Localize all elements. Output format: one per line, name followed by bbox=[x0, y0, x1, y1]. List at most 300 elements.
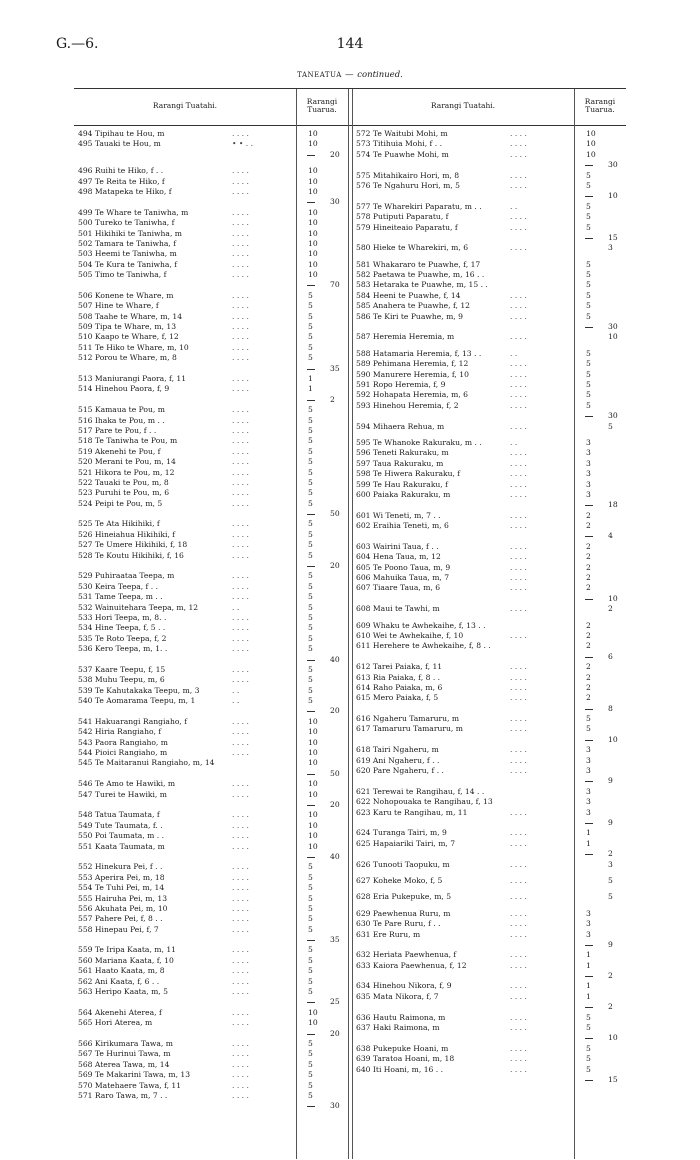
subtotal-dash bbox=[307, 1002, 315, 1003]
leader-dots: . . . . bbox=[232, 207, 249, 217]
entry-name: 499 Te Whare te Taniwha, m bbox=[78, 207, 189, 217]
list-item bbox=[352, 223, 626, 233]
share-value: 5 bbox=[308, 550, 313, 560]
leader-dots: . . . . bbox=[510, 359, 527, 369]
share-value: 1 bbox=[586, 960, 591, 970]
list-item bbox=[352, 291, 626, 301]
share-value: 5 bbox=[308, 488, 313, 498]
subtotal-row bbox=[74, 395, 348, 405]
list-item bbox=[352, 1054, 626, 1064]
subtotal-row bbox=[352, 500, 626, 510]
list-item bbox=[352, 150, 626, 160]
entry-name: 510 Kaapo te Whare, f, 12 bbox=[78, 332, 179, 342]
subtitle-place: TANEATUA bbox=[297, 71, 342, 79]
list-item bbox=[352, 961, 626, 971]
subtotal-value: 4 bbox=[608, 531, 613, 541]
list-item bbox=[74, 1018, 348, 1028]
leader-dots: . . . . bbox=[232, 883, 249, 893]
entry-name: 508 Taahe te Whare, m, 14 bbox=[78, 311, 183, 321]
subtotal-value: 20 bbox=[330, 706, 340, 716]
share-value: 3 bbox=[586, 755, 591, 765]
share-value: 5 bbox=[586, 359, 591, 369]
share-value: 5 bbox=[308, 1090, 313, 1100]
subtotal-row bbox=[74, 1101, 348, 1111]
leader-dots: . . . . bbox=[232, 290, 249, 300]
subtotal-value: 30 bbox=[330, 1101, 340, 1111]
subtotal-row bbox=[352, 322, 626, 332]
entry-name: 505 Timo te Taniwha, f bbox=[78, 270, 167, 280]
subtotal-dash bbox=[585, 945, 593, 946]
subtotal-value: 40 bbox=[330, 654, 340, 664]
leader-dots: . . . . bbox=[232, 425, 249, 435]
subtotal-row bbox=[74, 769, 348, 779]
list-item bbox=[74, 499, 348, 509]
subtotal-value: 50 bbox=[330, 768, 340, 778]
entry-name: 527 Te Umere Hikihiki, f, 18 bbox=[78, 540, 188, 550]
share-value: 5 bbox=[586, 222, 591, 232]
list-item bbox=[74, 790, 348, 800]
share-value: 3 bbox=[586, 786, 591, 796]
list-item bbox=[74, 945, 348, 955]
list-item bbox=[74, 270, 348, 280]
list-item bbox=[74, 810, 348, 820]
list-item bbox=[74, 353, 348, 363]
entry-name: 520 Merani te Pou, m, 14 bbox=[78, 457, 176, 467]
entry-name: 571 Raro Tawa, m, 7 . . bbox=[78, 1090, 168, 1100]
subtotal-dash bbox=[585, 1007, 593, 1008]
subtotal-dash bbox=[307, 369, 315, 370]
list-item bbox=[74, 675, 348, 685]
entry-name: 523 Puruhi te Pou, m, 6 bbox=[78, 488, 170, 498]
subtotal-value: 9 bbox=[608, 939, 613, 949]
share-value: 5 bbox=[308, 498, 313, 508]
subtotal-row bbox=[352, 1002, 626, 1012]
entry-name: 616 Ngaheru Tamaruru, m bbox=[356, 714, 460, 724]
subtotal-row bbox=[74, 280, 348, 290]
subtotal-row bbox=[74, 706, 348, 716]
share-value: 5 bbox=[308, 623, 313, 633]
leader-dots: . . . . bbox=[232, 810, 249, 820]
share-value: 5 bbox=[308, 342, 313, 352]
entry-name: 601 Wi Teneti, m, 7 . . bbox=[356, 510, 441, 520]
leader-dots: . . . . bbox=[232, 779, 249, 789]
list-item bbox=[352, 1044, 626, 1054]
subtotal-dash bbox=[585, 823, 593, 824]
subtotal-value: 30 bbox=[608, 322, 618, 332]
share-value: 2 bbox=[586, 552, 591, 562]
entry-name: 566 Kirikumara Tawa, m bbox=[78, 1038, 173, 1048]
leader-dots: . . . . bbox=[510, 1012, 527, 1022]
list-item bbox=[352, 139, 626, 149]
entry-name: 584 Heeni te Puawhe, f, 14 bbox=[356, 290, 461, 300]
share-value: 2 bbox=[586, 583, 591, 593]
entry-name: 506 Konene te Whare, m bbox=[78, 290, 174, 300]
share-value: 10 bbox=[308, 1007, 318, 1017]
list-item bbox=[74, 696, 348, 706]
entry-name: 605 Te Poono Taua, m, 9 bbox=[356, 562, 451, 572]
leader-dots: . . . . bbox=[232, 238, 249, 248]
subtotal-row bbox=[74, 150, 348, 160]
entry-name: 613 Ria Paiaka, f, 8 . . bbox=[356, 672, 441, 682]
leader-dots: . . . . bbox=[232, 218, 249, 228]
share-value: 5 bbox=[308, 862, 313, 872]
share-value: 10 bbox=[308, 810, 318, 820]
entry-name: 550 Poi Taumata, m . . bbox=[78, 831, 165, 841]
list-item bbox=[74, 416, 348, 426]
entry-name: 565 Hori Aterea, m bbox=[78, 1018, 153, 1028]
subtotal-row bbox=[74, 509, 348, 519]
entry-name: 553 Aperira Pei, m, 18 bbox=[78, 872, 165, 882]
list-item bbox=[352, 641, 626, 651]
leader-dots: . . . . bbox=[232, 332, 249, 342]
share-value: 5 bbox=[308, 1059, 313, 1069]
list-item bbox=[352, 380, 626, 390]
share-value: 2 bbox=[586, 693, 591, 703]
entry-name: 576 Te Ngahuru Hori, m, 5 bbox=[356, 180, 460, 190]
subtotal-value: 10 bbox=[608, 593, 618, 603]
subtotal-dash bbox=[307, 1034, 315, 1035]
share-value: 5 bbox=[586, 201, 591, 211]
share-value: 5 bbox=[586, 280, 591, 290]
list-item bbox=[74, 468, 348, 478]
leader-dots: . . . . bbox=[510, 1043, 527, 1053]
leader-dots: . . . . bbox=[510, 332, 527, 342]
col-share-right: Rarangi Tuarua. bbox=[584, 97, 616, 114]
leader-dots: . . bbox=[232, 685, 240, 695]
list-item bbox=[74, 1039, 348, 1049]
leader-dots: . . . . bbox=[510, 222, 527, 232]
leader-dots: . . . . bbox=[232, 373, 249, 383]
entry-name: 547 Turei te Hawiki, m bbox=[78, 789, 167, 799]
list-item bbox=[352, 745, 626, 755]
subtotal-dash bbox=[307, 711, 315, 712]
entry-name: 624 Turanga Tairi, m, 9 bbox=[356, 828, 447, 838]
entry-name: 504 Te Kura te Taniwha, f bbox=[78, 259, 178, 269]
entry-name: 628 Eria Pukepuke, m, 5 bbox=[356, 892, 452, 902]
leader-dots: . . . . bbox=[232, 831, 249, 841]
list-item bbox=[352, 808, 626, 818]
entry-name: 615 Mero Paiaka, f, 5 bbox=[356, 693, 439, 703]
share-value: 5 bbox=[308, 924, 313, 934]
entry-name: 548 Tatua Taumata, f bbox=[78, 810, 160, 820]
list-item bbox=[352, 693, 626, 703]
list-item bbox=[74, 457, 348, 467]
section-subtitle: TANEATUA — continued. bbox=[297, 70, 403, 80]
leader-dots: . . . . bbox=[232, 405, 249, 415]
subtotal-row bbox=[74, 1029, 348, 1039]
share-value: 5 bbox=[586, 301, 591, 311]
share-value: 5 bbox=[308, 592, 313, 602]
list-item bbox=[74, 571, 348, 581]
entry-name: 524 Peipi te Pou, m, 5 bbox=[78, 498, 163, 508]
entry-name: 559 Te Iripa Kaata, m, 11 bbox=[78, 945, 176, 955]
share-value: 5 bbox=[586, 290, 591, 300]
entry-name: 618 Tairi Ngaheru, m bbox=[356, 745, 439, 755]
list-item bbox=[352, 573, 626, 583]
share-value: 5 bbox=[586, 1012, 591, 1022]
list-item bbox=[352, 129, 626, 139]
list-item bbox=[74, 447, 348, 457]
share-value: 10 bbox=[308, 259, 318, 269]
subtotal-row bbox=[74, 655, 348, 665]
list-item bbox=[352, 448, 626, 458]
leader-dots: . . . . bbox=[232, 129, 249, 138]
subtotal-value: 30 bbox=[608, 411, 618, 421]
subtotal-value: 18 bbox=[608, 500, 618, 510]
share-value: 3 bbox=[586, 908, 591, 918]
subtotal-value: 20 bbox=[330, 800, 340, 809]
entry-name: 582 Paetawa te Puawhe, m, 16 . . bbox=[356, 270, 485, 280]
entry-name: 573 Titihuia Mohi, f . . bbox=[356, 139, 442, 149]
leader-dots: . . . . bbox=[232, 1080, 249, 1090]
share-value: 5 bbox=[308, 519, 313, 529]
list-item bbox=[74, 634, 348, 644]
share-value: 10 bbox=[586, 129, 596, 138]
share-value: 5 bbox=[586, 1064, 591, 1074]
list-item bbox=[74, 139, 348, 149]
list-item bbox=[352, 301, 626, 311]
entry-name: 507 Hine te Whare, f bbox=[78, 301, 159, 311]
leader-dots: . . . . bbox=[232, 550, 249, 560]
list-item bbox=[74, 1049, 348, 1059]
share-value: 1 bbox=[308, 373, 313, 383]
leader-dots: . . . . bbox=[232, 311, 249, 321]
leader-dots: . . . . bbox=[232, 841, 249, 851]
leader-dots: . . . . bbox=[510, 541, 527, 551]
entry-name: 554 Te Tuhi Pei, m, 14 bbox=[78, 883, 165, 893]
leader-dots: . . . . bbox=[510, 1064, 527, 1074]
list-item bbox=[74, 613, 348, 623]
leader-dots: . . . . bbox=[510, 828, 527, 838]
share-value: 5 bbox=[308, 914, 313, 924]
entry-name: 580 Hieke te Wharekiri, m, 6 bbox=[356, 243, 469, 253]
share-value: 1 bbox=[308, 384, 313, 394]
leader-dots: . . . . bbox=[232, 748, 249, 758]
list-item bbox=[74, 873, 348, 883]
list-item bbox=[352, 349, 626, 359]
list-item bbox=[352, 797, 626, 807]
leader-dots: . . . . bbox=[510, 521, 527, 531]
entry-name: 595 Te Whanoke Rakuraku, m . . bbox=[356, 437, 482, 447]
share-value: 3 bbox=[586, 469, 591, 479]
leader-dots: . . bbox=[510, 437, 518, 447]
share-value: 5 bbox=[308, 477, 313, 487]
share-value: 10 bbox=[308, 218, 318, 228]
leader-dots: . . . . bbox=[232, 519, 249, 529]
leader-dots: . . . . bbox=[510, 243, 527, 253]
list-item bbox=[352, 312, 626, 322]
entry-name: 611 Herehere te Awhekaihe, f, 8 . . bbox=[356, 641, 491, 651]
share-value: 1 bbox=[586, 981, 591, 991]
entry-name: 529 Puhiraataa Teepa, m bbox=[78, 571, 175, 581]
entry-name: 578 Putiputi Paparatu, f bbox=[356, 212, 449, 222]
leader-dots: . . . . bbox=[510, 838, 527, 848]
share-value: 1 bbox=[586, 828, 591, 838]
entry-name: 500 Tureko te Taniwha, f bbox=[78, 218, 175, 228]
share-value: 3 bbox=[586, 745, 591, 755]
entry-name: 588 Hatamaria Heremia, f, 13 . . bbox=[356, 348, 482, 358]
leader-dots: . . . . bbox=[232, 1018, 249, 1028]
share-value: 10 bbox=[308, 1018, 318, 1028]
entry-name: 606 Mahuika Taua, m, 7 bbox=[356, 573, 450, 583]
share-value: 10 bbox=[308, 186, 318, 196]
entry-name: 622 Nohopouaka te Rangihau, f, 13 bbox=[356, 797, 493, 807]
share-value: 3 bbox=[586, 437, 591, 447]
page-number: 144 bbox=[336, 36, 364, 52]
subtotal-value: 3 bbox=[608, 859, 613, 869]
share-value: 5 bbox=[308, 1080, 313, 1090]
entry-name: 561 Haato Kaata, m, 8 bbox=[78, 966, 165, 976]
leader-dots: . . . . bbox=[232, 322, 249, 332]
list-item bbox=[74, 208, 348, 218]
entry-name: 621 Terewai te Rangihau, f, 14 . . bbox=[356, 786, 485, 796]
list-item bbox=[74, 686, 348, 696]
list-item bbox=[74, 239, 348, 249]
subtotal-value: 2 bbox=[608, 604, 613, 614]
share-value: 5 bbox=[308, 633, 313, 643]
list-item bbox=[352, 583, 626, 593]
share-value: 5 bbox=[308, 322, 313, 332]
subtotal-row bbox=[74, 197, 348, 207]
share-value: 10 bbox=[308, 270, 318, 280]
share-value: 5 bbox=[586, 270, 591, 280]
subtotal-row bbox=[352, 594, 626, 604]
share-value: 10 bbox=[308, 249, 318, 259]
share-value: 5 bbox=[308, 425, 313, 435]
share-value: 5 bbox=[308, 1049, 313, 1059]
entry-name: 633 Kaiora Paewhenua, f, 12 bbox=[356, 960, 467, 970]
leader-dots: . . . . bbox=[232, 186, 249, 196]
subtotal-value: 40 bbox=[330, 851, 340, 861]
list-item bbox=[352, 438, 626, 448]
share-value: 2 bbox=[586, 510, 591, 520]
entry-name: 586 Te Kiri te Puawhe, m, 9 bbox=[356, 311, 463, 321]
share-value: 10 bbox=[308, 139, 318, 149]
entry-name: 599 Te Hau Rakuraku, f bbox=[356, 479, 448, 489]
leader-dots: . . . . bbox=[232, 259, 249, 269]
list-item bbox=[352, 683, 626, 693]
share-value: 5 bbox=[308, 529, 313, 539]
list-item bbox=[352, 909, 626, 919]
list-item bbox=[352, 724, 626, 734]
leader-dots: . . . . bbox=[232, 498, 249, 508]
entry-name: 511 Te Hiko te Whare, m, 10 bbox=[78, 342, 189, 352]
share-value: 1 bbox=[586, 950, 591, 960]
list-item bbox=[74, 956, 348, 966]
subtotal-row bbox=[352, 704, 626, 714]
entry-name: 514 Hinehou Paora, f, 9 bbox=[78, 384, 170, 394]
subtotal-value: 2 bbox=[608, 1002, 613, 1012]
entry-name: 617 Tamaruru Tamaruru, m bbox=[356, 724, 463, 734]
list-item bbox=[352, 930, 626, 940]
leader-dots: . . . . bbox=[232, 1007, 249, 1017]
leader-dots: . . . . bbox=[510, 170, 527, 180]
list-item bbox=[352, 892, 626, 902]
leader-dots: . . . . bbox=[232, 540, 249, 550]
subtotal-dash bbox=[585, 165, 593, 166]
leader-dots: . . . . bbox=[510, 745, 527, 755]
leader-dots: . . . . bbox=[232, 446, 249, 456]
entry-name: 544 Pioici Rangiaho, m bbox=[78, 748, 168, 758]
subtotal-dash bbox=[307, 514, 315, 515]
share-value: 5 bbox=[308, 540, 313, 550]
leader-dots: . . . . bbox=[510, 892, 527, 902]
leader-dots: . . . . bbox=[232, 592, 249, 602]
entry-name: 632 Heriata Paewhenua, f bbox=[356, 950, 457, 960]
entry-name: 518 Te Taniwha te Pou, m bbox=[78, 436, 178, 446]
leader-dots: . . bbox=[232, 602, 240, 612]
leader-dots: . . . . bbox=[232, 862, 249, 872]
share-value: 5 bbox=[308, 467, 313, 477]
list-item bbox=[352, 480, 626, 490]
leader-dots: . . . . bbox=[510, 766, 527, 776]
leader-dots: . . . . bbox=[232, 1049, 249, 1059]
col-name-right: Rarangi Tuatahi. bbox=[430, 101, 496, 110]
entry-name: 564 Akenehi Aterea, f bbox=[78, 1007, 162, 1017]
list-item bbox=[74, 727, 348, 737]
col-name-left: Rarangi Tuatahi. bbox=[152, 101, 218, 110]
list-item bbox=[352, 756, 626, 766]
share-value: 5 bbox=[308, 602, 313, 612]
share-value: 10 bbox=[308, 789, 318, 799]
share-value: 2 bbox=[586, 630, 591, 640]
subtotal-value: 35 bbox=[330, 935, 340, 945]
share-value: 5 bbox=[586, 311, 591, 321]
subtotal-row bbox=[352, 1075, 626, 1085]
list-item bbox=[74, 166, 348, 176]
subtotal-dash bbox=[307, 660, 315, 661]
entry-name: 535 Te Roto Teepa, f, 2 bbox=[78, 633, 167, 643]
leader-dots: . . . . bbox=[510, 149, 527, 159]
list-item bbox=[352, 787, 626, 797]
leader-dots: . . . . bbox=[232, 987, 249, 997]
register-table bbox=[74, 88, 626, 1159]
share-value: 5 bbox=[308, 675, 313, 685]
entry-name: 590 Manurere Heremia, f, 10 bbox=[356, 369, 469, 379]
subtotal-row bbox=[74, 561, 348, 571]
list-item bbox=[352, 202, 626, 212]
entry-name: 562 Ani Kaata, f, 6 . . bbox=[78, 976, 160, 986]
entry-name: 581 Whakararo te Puawhe, f, 17 bbox=[356, 259, 481, 269]
share-value: 5 bbox=[308, 290, 313, 300]
entry-name: 620 Pare Ngaheru, f . . bbox=[356, 766, 444, 776]
share-value: 5 bbox=[308, 571, 313, 581]
subtotal-dash bbox=[585, 976, 593, 977]
share-value: 5 bbox=[586, 390, 591, 400]
share-value: 5 bbox=[308, 1070, 313, 1080]
list-item bbox=[352, 422, 626, 432]
leader-dots: . . bbox=[232, 696, 240, 706]
list-item bbox=[352, 1023, 626, 1033]
subtotal-dash bbox=[585, 327, 593, 328]
entry-name: 551 Kaata Taumata, m bbox=[78, 841, 165, 851]
subtitle-continued: continued. bbox=[357, 70, 403, 80]
share-value: 5 bbox=[586, 714, 591, 724]
list-item bbox=[74, 405, 348, 415]
leader-dots: . . . . bbox=[232, 955, 249, 965]
subtotal-value: 35 bbox=[330, 363, 340, 373]
list-item bbox=[74, 530, 348, 540]
share-value: 10 bbox=[308, 779, 318, 789]
list-item bbox=[74, 322, 348, 332]
list-item bbox=[352, 212, 626, 222]
share-value: 2 bbox=[586, 521, 591, 531]
leader-dots: . . . . bbox=[510, 458, 527, 468]
leader-dots: . . . . bbox=[510, 448, 527, 458]
list-item bbox=[352, 552, 626, 562]
subtotal-row bbox=[352, 652, 626, 662]
share-value: 5 bbox=[308, 696, 313, 706]
